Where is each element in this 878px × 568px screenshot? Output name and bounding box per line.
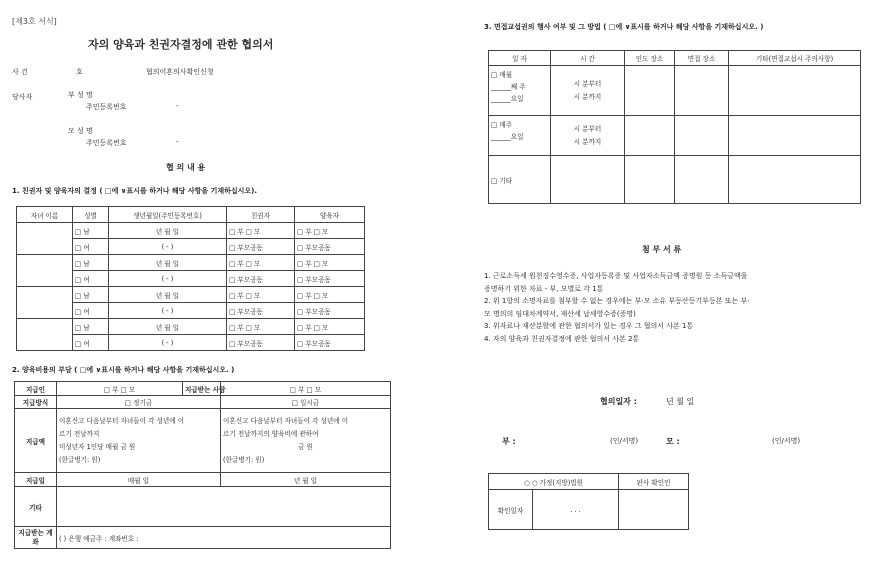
account-label: 지급받는 계좌: [15, 527, 57, 549]
attachments-heading: 첨 부 서 류: [642, 245, 682, 254]
payer-options[interactable]: □ 부 □ 모: [57, 382, 183, 396]
weekly-time-from: 시 분부터: [573, 124, 602, 133]
col-date: 일 자: [489, 51, 551, 66]
weekly-notes[interactable]: [729, 116, 861, 156]
gender-female[interactable]: □ 여: [73, 335, 109, 351]
gender-female[interactable]: □ 여: [73, 271, 109, 287]
custody-row: [17, 319, 365, 335]
custodian-father-mother[interactable]: □ 부 □ 모: [227, 287, 295, 303]
amount-label: 지급액: [15, 409, 57, 473]
child-support-table: [14, 381, 391, 549]
weekly-day: ______요일: [491, 133, 524, 141]
other-notes[interactable]: [729, 156, 861, 204]
resident-number[interactable]: ( - ): [109, 335, 227, 351]
child-name-cell[interactable]: [17, 287, 73, 319]
amount-lumpsum-line2: 르기 전날까지의 양육비에 관하여: [223, 429, 319, 438]
col-notes: 기타(면접교섭시 주의사항): [729, 51, 861, 66]
amount-periodic-line2: 르기 전날까지: [59, 429, 100, 438]
pay-date-periodic[interactable]: 매월 일: [57, 473, 221, 487]
amount-periodic-line4: (한글병기: 원): [59, 455, 101, 464]
caregiver-joint[interactable]: □ 부모공동: [295, 271, 365, 287]
attachment-item: 3. 위자료나 재산분할에 관한 협의서가 있는 경우 그 협의서 사본 1통: [484, 322, 694, 330]
custody-row: [17, 223, 365, 239]
caregiver-joint[interactable]: □ 부모공동: [295, 303, 365, 319]
father-name-label: 부 성 명: [68, 91, 93, 99]
custodian-joint[interactable]: □ 부모공동: [227, 335, 295, 351]
custody-table: [16, 206, 365, 351]
father-id-label: 주민등록번호: [86, 103, 127, 111]
attachment-item: 1. 근로소득세 원천징수영수증, 사업자등록증 및 사업자소득금액 증명원 등 소득금액을: [484, 272, 748, 280]
mother-id-label: 주민등록번호: [86, 139, 127, 147]
monthly-checkbox[interactable]: □ 매월: [491, 71, 513, 79]
other-meeting[interactable]: [675, 156, 729, 204]
resident-number[interactable]: ( - ): [109, 239, 227, 255]
custodian-joint[interactable]: □ 부모공동: [227, 303, 295, 319]
birth-date[interactable]: 년 월 일: [109, 287, 227, 303]
etc-label: 기타: [15, 487, 57, 527]
mother-sign-label: 모 :: [666, 437, 680, 446]
judge-confirm-label: 판사 확인인: [619, 474, 689, 490]
custodian-father-mother[interactable]: □ 부 □ 모: [227, 255, 295, 271]
caregiver-father-mother[interactable]: □ 부 □ 모: [295, 223, 365, 239]
agreement-date-label: 협의일자 :: [600, 397, 637, 406]
method-lumpsum[interactable]: □ 일시금: [221, 396, 391, 409]
father-id-dash: -: [176, 102, 179, 110]
court-confirm-table: [488, 473, 689, 530]
amount-periodic-line1: 이혼신고 다음날부터 자녀들이 각 성년에 이: [59, 416, 185, 425]
attachments-list: [484, 270, 749, 345]
gender-female[interactable]: □ 여: [73, 239, 109, 255]
col-gender: 성별: [73, 207, 109, 223]
father-seal[interactable]: (인/서명): [610, 437, 639, 445]
amount-lumpsum-line1: 이혼신고 다음날부터 자녀들이 각 성년에 이: [223, 416, 349, 425]
other-option[interactable]: □ 기타: [489, 156, 551, 204]
gender-female[interactable]: □ 여: [73, 303, 109, 319]
amount-lumpsum-line4: (한글병기: 원): [223, 455, 265, 464]
form-number: [제3호 서식]: [12, 17, 57, 26]
amount-periodic[interactable]: [57, 409, 221, 473]
mother-seal[interactable]: (인/서명): [772, 437, 801, 445]
weekly-option[interactable]: [489, 116, 551, 156]
confirm-date-value[interactable]: . . .: [533, 490, 619, 530]
col-birthdate: 생년월일(주민등록번호): [109, 207, 227, 223]
amount-lumpsum-line3: 금 원: [298, 442, 313, 451]
monthly-handover[interactable]: [625, 66, 675, 116]
attachment-item: 2. 위 1항의 소명자료를 첨부할 수 없는 경우에는 부·모 소유 부동산등기부등본 또는 부·: [484, 297, 750, 305]
account-field[interactable]: ( ) 은행 예금주 : 계좌번호 :: [57, 527, 391, 549]
col-meeting-place: 면접 장소: [675, 51, 729, 66]
amount-lumpsum[interactable]: [221, 409, 391, 473]
section-1-title: 1. 친권자 및 양육자의 결정 ( □에 ∨표시를 하거나 해당 사항을 기재하십시오).: [12, 187, 258, 195]
weekly-meeting[interactable]: [675, 116, 729, 156]
custodian-joint[interactable]: □ 부모공동: [227, 271, 295, 287]
case-no-label: 호: [76, 68, 83, 76]
attachment-item: 증명하기 위한 자료 - 부, 모별로 각 1통: [484, 284, 604, 293]
col-custodian: 친권자: [227, 207, 295, 223]
weekly-time-to: 시 분까지: [573, 137, 602, 146]
method-periodic[interactable]: □ 정기금: [57, 396, 221, 409]
weekly-time[interactable]: [551, 116, 625, 156]
monthly-day: ______요일: [491, 95, 524, 103]
birth-date[interactable]: 년 월 일: [109, 255, 227, 271]
other-handover[interactable]: [625, 156, 675, 204]
amount-periodic-line3: 미성년자 1인당 매월 금 원: [59, 442, 136, 451]
custodian-father-mother[interactable]: □ 부 □ 모: [227, 223, 295, 239]
attachment-item: 모 명의의 임대차계약서, 재산세 납세영수증(증명): [484, 309, 636, 318]
caregiver-joint[interactable]: □ 부모공동: [295, 239, 365, 255]
weekly-handover[interactable]: [625, 116, 675, 156]
section-3-title: 3. 면접교섭권의 행사 여부 및 그 방법 ( □에 ∨표시를 하거나 해당 사항을 기재하십시오. ): [484, 23, 764, 31]
payer-label: 지급인: [15, 382, 57, 396]
birth-date[interactable]: 년 월 일: [109, 223, 227, 239]
judge-seal-box[interactable]: [619, 490, 689, 530]
monthly-option[interactable]: [489, 66, 551, 116]
method-label: 지급방식: [15, 396, 57, 409]
other-time[interactable]: [551, 156, 625, 204]
col-time: 시 간: [551, 51, 625, 66]
party-label: 당사자: [12, 93, 33, 101]
col-handover-place: 인도 장소: [625, 51, 675, 66]
attachment-item: 4. 자의 양육과 친권자결정에 관한 협의서 사본 2통: [484, 334, 640, 343]
monthly-time[interactable]: [551, 66, 625, 116]
caregiver-father-mother[interactable]: □ 부 □ 모: [295, 255, 365, 271]
weekly-checkbox[interactable]: □ 매주: [491, 121, 513, 129]
birth-date[interactable]: 년 월 일: [109, 319, 227, 335]
gender-male[interactable]: □ 남: [73, 255, 109, 271]
custodian-father-mother[interactable]: □ 부 □ 모: [227, 319, 295, 335]
pay-date-label: 지급일: [15, 473, 57, 487]
custody-row: [17, 287, 365, 303]
etc-field[interactable]: [57, 487, 391, 527]
gender-male[interactable]: □ 남: [73, 319, 109, 335]
custody-row: [17, 255, 365, 271]
caregiver-joint[interactable]: □ 부모공동: [295, 335, 365, 351]
father-sign-label: 부 :: [502, 437, 516, 446]
gender-male[interactable]: □ 남: [73, 223, 109, 239]
resident-number[interactable]: ( - ): [109, 303, 227, 319]
case-type: 협의이혼의사확인신청: [146, 68, 214, 76]
monthly-time-from: 시 분부터: [573, 79, 602, 88]
monthly-time-to: 시 분까지: [573, 92, 602, 101]
agreement-date-value[interactable]: 년 월 일: [666, 397, 695, 406]
custodian-joint[interactable]: □ 부모공동: [227, 239, 295, 255]
col-child-name: 자녀 이름: [17, 207, 73, 223]
mother-name-label: 모 성 명: [68, 127, 93, 135]
monthly-week: ______째 주: [491, 83, 526, 91]
gender-male[interactable]: □ 남: [73, 287, 109, 303]
caregiver-father-mother[interactable]: □ 부 □ 모: [295, 287, 365, 303]
confirm-date-label: 확인일자: [489, 490, 533, 530]
col-caregiver: 양육자: [295, 207, 365, 223]
section-2-title: 2. 양육비용의 부담 ( □에 ∨표시를 하거나 해당 사항을 기재하십시오. ): [12, 366, 235, 374]
caregiver-father-mother[interactable]: □ 부 □ 모: [295, 319, 365, 335]
child-name-cell[interactable]: [17, 319, 73, 351]
pay-date-lumpsum[interactable]: 년 월 일: [221, 473, 391, 487]
court-name: ○ ○ 가정(지방)법원: [489, 474, 619, 490]
child-name-cell[interactable]: [17, 223, 73, 255]
receiver-options[interactable]: □ 부 □ 모: [221, 382, 391, 396]
child-name-cell[interactable]: [17, 255, 73, 287]
resident-number[interactable]: ( - ): [109, 271, 227, 287]
monthly-notes[interactable]: [729, 66, 861, 116]
case-label: 사 건: [12, 68, 28, 76]
page-title: 자의 양육과 친권자결정에 관한 협의서: [88, 38, 274, 51]
agreement-heading: 협 의 내 용: [166, 163, 206, 172]
mother-id-dash: -: [176, 138, 179, 146]
receiver-label: 지급받는 사람: [183, 382, 221, 396]
visitation-table: [488, 50, 861, 204]
monthly-meeting[interactable]: [675, 66, 729, 116]
